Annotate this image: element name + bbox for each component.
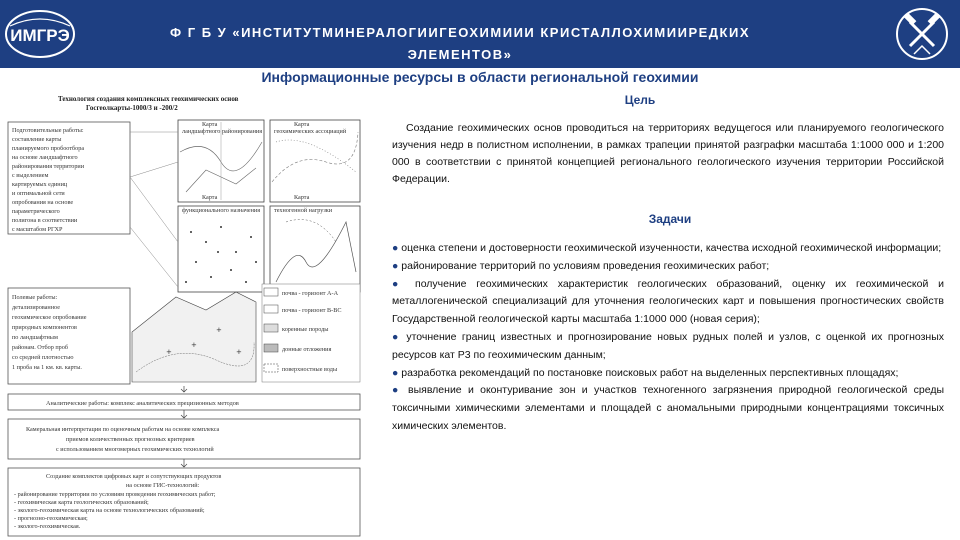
box2-line: по ландшафтным [12, 334, 58, 341]
digital-maps-line: - геохимическая карта геологических образований; [14, 499, 149, 506]
legend-item: почва - горизонт В-ВС [282, 307, 342, 314]
functional-purpose-map [178, 206, 264, 292]
bullet-icon: ● [392, 277, 406, 290]
box2-line: 1 проба на 1 км. кв. карты. [12, 364, 82, 371]
list-item [392, 365, 944, 383]
tasks-heading: Задачи [648, 212, 692, 226]
diagram-title-line-2: Госгеолкарты-1000/3 и -200/2 [86, 104, 178, 112]
svg-text:+: + [236, 348, 242, 356]
box1-line: планируемого пробоотбора [12, 145, 85, 152]
tasks-list [392, 240, 944, 436]
box1-line: и оптимальной сети [12, 190, 65, 197]
box1-line: на основе ландшафтного [12, 154, 78, 161]
legend-item: почва - горизонт А-А [282, 290, 339, 297]
list-item [392, 382, 944, 435]
box1-line: опробования на основе [12, 199, 74, 206]
svg-text:+: + [166, 348, 172, 356]
bullet-icon: ● [392, 384, 402, 397]
box2-line: природных компонентов [12, 324, 77, 331]
box1-line: картируемых единиц [12, 181, 68, 188]
map3-label: функционального назначения [182, 207, 261, 214]
box1-line: с масштабом РГХР [12, 226, 63, 233]
legend-item: донные отложения [282, 346, 332, 353]
map2-label: Карта [294, 121, 310, 128]
technogenic-load-map [270, 206, 360, 292]
imgre-logo [4, 8, 76, 60]
svg-text:+: + [216, 326, 222, 334]
box1-line: Подготовительные работы: [12, 127, 84, 134]
task-text: получение геохимических характеристик геологических образований, оценку их геохимической и металлогенической специализаций для уточнения геологических карт и повышения прогностических свойств Государственной геологической карты масштаба 1:1000 000 (новая серия); [392, 277, 945, 326]
task-text: выявление и оконтуривание зон и участков техногенного загрязнения природной геологической среды токсичными химическими элементами и площадей с аномальными природными концентрациями токсичных химических элементов. [392, 384, 945, 432]
analytical-works-text: Аналитические работы: комплекс аналитических прецизионных методов [46, 400, 239, 407]
bullet-icon: ● [392, 330, 401, 343]
map1-label: Карта [202, 121, 218, 128]
interpretation-line: с использованием многомерных геохимических технологий [56, 446, 214, 453]
digital-maps-line: - районирование территории по условиям проведения геохимических работ; [14, 491, 216, 498]
legend-item: коренные породы [282, 326, 329, 333]
digital-maps-line: - прогнозно-геохимическая; [14, 515, 88, 522]
list-item [392, 329, 944, 365]
svg-text:+: + [191, 341, 197, 349]
map4-label: Карта [294, 194, 310, 201]
slide-title: Информационные ресурсы в области региональной геохимии [261, 69, 699, 85]
box2-line: геохимическое опробование [12, 314, 87, 321]
map4-label: техногенной нагрузки [274, 207, 333, 214]
box2-line: со средней плотностью [12, 354, 74, 361]
interpretation-line: Камеральная интерпретация по оценочным работам на основе комплекса [26, 426, 220, 433]
bullet-icon: ● [392, 259, 399, 272]
header-bar [0, 0, 960, 68]
terrain-section [132, 292, 256, 382]
list-item [392, 276, 944, 329]
diagram-title-line-1: Технология создания комплексных геохимических основ [58, 95, 239, 103]
bullet-icon: ● [392, 366, 399, 379]
goal-heading: Цель [624, 93, 656, 107]
box1-line: с выделением [12, 172, 49, 179]
organization-title-line-2: ЭЛЕМЕНТОВ» [407, 47, 513, 62]
task-text: разработка рекомендаций по постановке поисковых работ на выделенных перспективных площадях; [401, 366, 899, 379]
organization-title-line-1: Ф Г Б У «ИНСТИТУТМИНЕРАЛОГИИГЕОХИМИИИ КРИСТАЛЛОХИМИИРЕДКИХ [170, 25, 750, 40]
digital-maps-line: - эколого-геохимическая. [14, 523, 81, 530]
organization-title [80, 22, 840, 66]
box2-line: детализированное [12, 304, 60, 311]
task-text: уточнение границ известных и прогнозирование новых рудных полей и узлов, с оценкой их прогнозных ресурсов кат Р3 по геохимическим данным; [392, 330, 944, 361]
technology-diagram [6, 92, 364, 538]
sampling-legend [262, 284, 360, 382]
digital-maps-line: Создание комплектов цифровых карт и сопутствующих продуктов [46, 473, 222, 480]
logo-text: ИМГРЭ [10, 26, 70, 45]
task-text: оценка степени и достоверности геохимической изученности, качества исходной геохимической информации; [401, 242, 942, 254]
map3-label: Карта [202, 194, 218, 201]
box1-line: районирования территории [12, 163, 85, 170]
interpretation-line: приемов количественных прогнозных критериев [66, 436, 195, 443]
digital-maps-line: - эколого-геохимическая карта на основе технологических образований; [14, 507, 205, 514]
legend-item: поверхностные воды [282, 366, 338, 373]
box2-line: Полевые работы: [12, 294, 58, 301]
bullet-icon: ● [392, 242, 399, 254]
emblem-hammer-icon [892, 6, 952, 62]
map2-label: геохимических ассоциаций [274, 128, 347, 135]
goal-text: Создание геохимических основ проводиться на территориях ведущегося или планируемого геологического изучения недр в полистном исполнении, в рамках трапеции принятой разграфки масштаба 1:1000 000 и 1:200 000 в соответствии с принятой концепцией регионального геологического изучения территории Российской Федерации. [392, 122, 944, 185]
list-item [392, 258, 944, 276]
digital-maps-line: на основе ГИС-технологий: [126, 482, 200, 489]
box1-line: полигона в соответствии [12, 217, 78, 224]
list-item [392, 240, 944, 258]
box1-line: составление карты [12, 136, 62, 143]
box2-line: районам. Отбор проб [12, 344, 69, 351]
box1-line: параметрического [12, 208, 60, 215]
map1-label: ландшафтного районирования [182, 128, 263, 135]
task-text: районирование территорий по условиям проведения геохимических работ; [401, 259, 770, 272]
